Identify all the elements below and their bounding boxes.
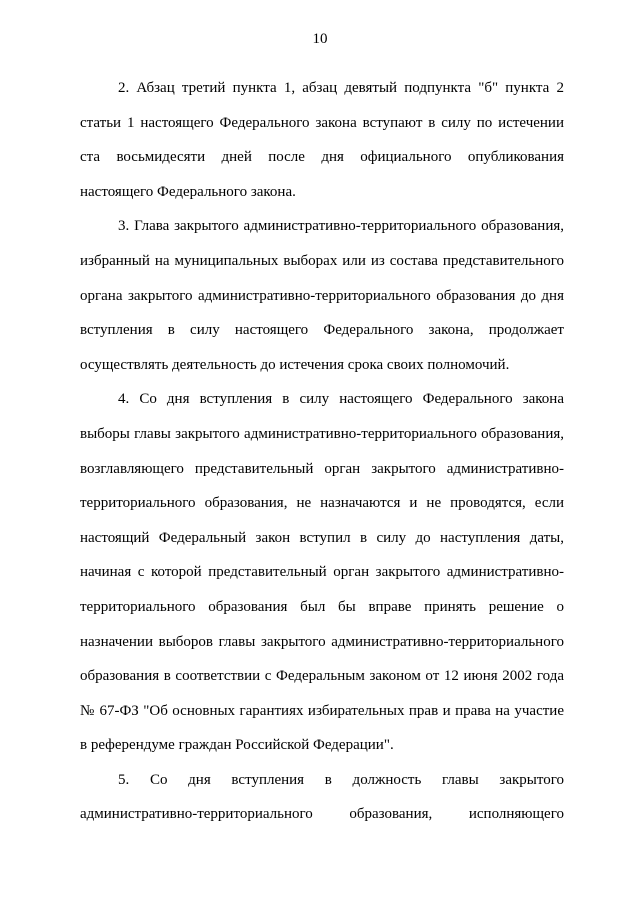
text-line: возглавляющего представительный орган закрытого административно- (80, 460, 564, 477)
document-body (80, 71, 564, 832)
text-line: 4. Со дня вступления в силу настоящего Федерального закона (118, 391, 564, 408)
text-line: в референдуме граждан Российской Федерации". (80, 737, 394, 754)
text-line: административно-территориального образования, исполняющего (80, 806, 564, 823)
text-line: вступления в силу настоящего Федерального закона, продолжает (80, 322, 564, 339)
page-number: 10 (312, 31, 328, 47)
text-line: выборы главы закрытого административно-территориального образования, (80, 425, 564, 442)
text-line: органа закрытого административно-территориального образования до дня (80, 287, 564, 304)
text-line: территориального образования был бы вправе принять решение о (80, 598, 564, 615)
text-line: территориального образования, не назначаются и не проводятся, если (80, 495, 564, 512)
text-line: осуществлять деятельность до истечения срока своих полномочий. (80, 356, 510, 373)
text-line: назначении выборов главы закрытого административно-территориального (80, 633, 564, 650)
text-line: № 67-ФЗ "Об основных гарантиях избирательных прав и права на участие (80, 702, 564, 719)
paragraph-5 (80, 763, 564, 832)
text-line: начиная с которой представительный орган закрытого административно- (80, 564, 564, 581)
text-line: статьи 1 настоящего Федерального закона вступают в силу по истечении (80, 114, 564, 131)
paragraph-4 (80, 382, 564, 763)
text-line: избранный на муниципальных выборах или из состава представительного (80, 252, 564, 269)
text-line: образования в соответствии с Федеральным законом от 12 июня 2002 года (80, 668, 564, 685)
text-line: настоящего Федерального закона. (80, 183, 296, 200)
text-line: настоящий Федеральный закон вступил в силу до наступления даты, (80, 529, 564, 546)
text-line: 2. Абзац третий пункта 1, абзац девятый подпункта "б" пункта 2 (118, 80, 564, 96)
text-line: 3. Глава закрытого административно-территориального образования, (118, 218, 564, 235)
paragraph-2 (80, 71, 564, 209)
text-line: 5. Со дня вступления в должность главы закрытого (118, 771, 564, 788)
text-line: ста восьмидесяти дней после дня официального опубликования (80, 149, 564, 166)
paragraph-3 (80, 209, 564, 382)
